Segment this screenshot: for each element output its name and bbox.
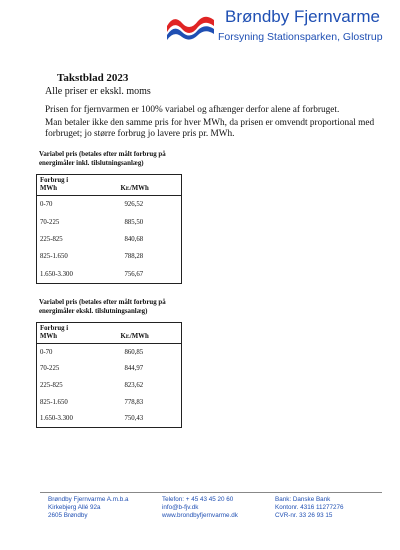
price-cell: 844,97 [124,365,144,373]
range-cell: 825-1.650 [40,253,68,261]
intro-paragraph: Prisen for fjernvarmen er 100% variabel og afhænger derfor alene af forbruget. [45,105,340,115]
table-2-heading [39,299,219,316]
price-table-excl [36,322,182,428]
document-title: Takstblad 2023 [57,72,129,84]
range-cell: 70-225 [40,218,60,226]
column-header-line: Forbrug i [40,325,69,332]
range-cell: 825-1.650 [40,398,68,406]
footer-address [48,496,129,520]
table-1-heading-line: Variabel pris (betales efter målt forbrug på [39,151,166,158]
footer-divider [40,492,382,493]
table-row [37,394,182,411]
column-header-line: MWh [40,184,57,192]
price-cell: 840,68 [124,235,144,243]
footer-contact [162,496,238,520]
company-subtitle: Forsyning Stationsparken, Glostrup [218,31,383,43]
footer-phone: Telefon: + 45 43 45 20 60 [162,496,234,503]
footer-email-link[interactable]: info@b-fjv.dk [162,504,199,511]
price-cell: 926,52 [124,201,144,209]
table-1-heading-line: energimåler inkl. tilslutningsanlæg) [39,159,144,167]
table-row [37,361,182,378]
price-cell: 823,62 [124,381,144,389]
footer-website-link[interactable]: www.brondbyfjernvarme.dk [162,512,238,519]
price-cell: 778,83 [124,398,144,406]
footer-line-text: Kontonr. 4316 11277276 [275,504,344,511]
price-cell: 756,67 [124,270,144,278]
column-header-consumption [37,323,97,344]
column-header-line: MWh [40,332,57,340]
column-header-price: Kr./MWh [96,323,181,344]
company-logo-icon [165,10,217,42]
price-cell: 860,85 [124,348,144,356]
footer-line-text: Brøndby Fjernvarme A.m.b.a [48,496,129,503]
range-cell: 1.650-3.300 [40,270,73,278]
price-cell: 788,28 [124,253,144,261]
range-cell: 1.650-3.300 [40,415,73,423]
column-header-price: Kr./MWh [96,175,181,196]
company-name: Brøndby Fjernvarme [225,7,380,26]
table-header-row [37,323,182,344]
table-row [37,344,182,361]
table-row [37,266,182,284]
footer-line-text: 2605 Brøndby [48,512,88,519]
range-cell: 70-225 [40,365,60,373]
table-row [37,377,182,394]
footer-line-text: CVR-nr. 33 26 93 15 [275,512,333,519]
table-row [37,213,182,230]
intro-paragraph: Man betaler ikke den samme pris for hver MWh, da prisen er omvendt proportional med forbruget; jo større forbrug jo lavere pris pr. MWh. [45,117,375,139]
price-cell: 885,50 [124,218,144,226]
table-row [37,231,182,248]
price-cell: 750,43 [124,415,144,423]
table-row [37,196,182,214]
intro-text [45,105,385,142]
table-1-heading [39,151,219,168]
document-subtitle: Alle priser er ekskl. moms [45,86,151,97]
range-cell: 0-70 [40,348,53,356]
price-table-incl [36,174,182,284]
table-2-heading-line: energimåler ekskl. tilslutningsanlæg) [39,307,148,315]
table-header-row [37,175,182,196]
range-cell: 225-825 [40,381,63,389]
table-2-heading-line: Variabel pris (betales efter målt forbrug på [39,299,166,306]
column-header-consumption [37,175,97,196]
footer-line-text: Kirkebjerg Allé 92a [48,504,101,511]
table-row [37,248,182,265]
column-header-line: Forbrug i [40,177,69,184]
footer-bank [275,496,344,520]
footer-line-text: Bank: Danske Bank [275,496,331,503]
range-cell: 0-70 [40,201,53,209]
range-cell: 225-825 [40,235,63,243]
table-row [37,410,182,427]
